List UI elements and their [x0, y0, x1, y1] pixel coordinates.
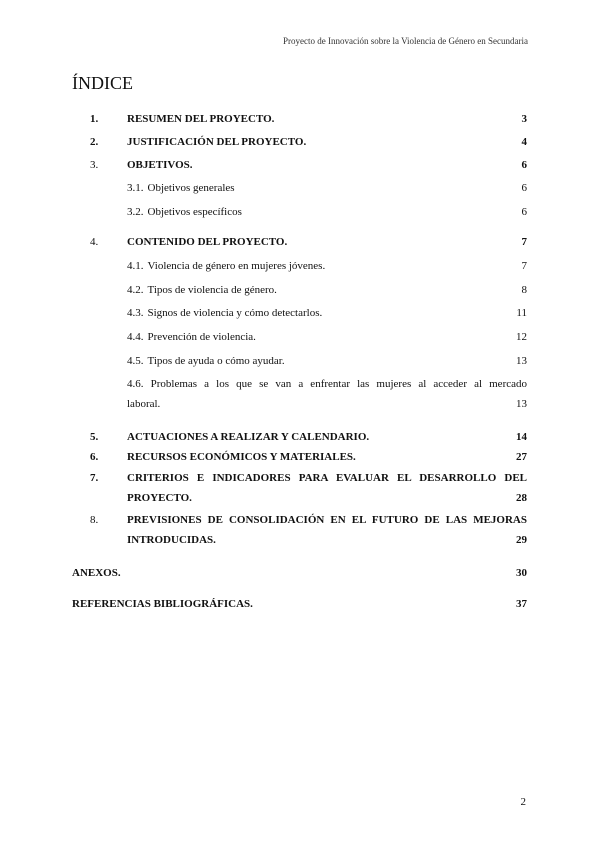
toc-label: CRITERIOS E INDICADORES PARA EVALUAR EL DESARROLLO DEL	[127, 472, 527, 484]
toc-page: 6	[521, 159, 527, 171]
toc-page: 6	[521, 206, 527, 218]
toc-label-cont: laboral.	[127, 398, 161, 410]
page-title: ÍNDICE	[72, 73, 133, 93]
toc-item-anexos[interactable]	[72, 567, 527, 579]
toc-item-4-4[interactable]	[72, 331, 527, 343]
toc-item-4-2[interactable]	[72, 284, 527, 296]
toc-number: 3.	[90, 159, 99, 171]
toc-label: Tipos de violencia de género.	[147, 284, 277, 296]
toc-item-4-5[interactable]	[72, 355, 527, 367]
toc-item-3-1[interactable]	[72, 182, 527, 194]
toc-number: 1.	[90, 113, 99, 125]
toc-page: 3	[521, 113, 527, 125]
toc-item-references[interactable]	[72, 598, 527, 610]
toc-page: 14	[516, 431, 527, 443]
toc-item-6[interactable]	[72, 451, 527, 463]
toc-number: 4.1.	[127, 260, 144, 272]
toc-label: Problemas a los que se van a enfrentar las mujeres al acceder al mercado	[150, 378, 527, 390]
toc-label: JUSTIFICACIÓN DEL PROYECTO.	[127, 136, 307, 148]
toc-page: 7	[521, 236, 527, 248]
toc-page: 13	[516, 398, 527, 410]
toc-item-3-2[interactable]	[72, 206, 527, 218]
toc-label: Prevención de violencia.	[147, 331, 256, 343]
toc-number: 3.1.	[127, 182, 144, 194]
toc-item-4-6[interactable]	[127, 378, 527, 410]
page-number: 2	[520, 796, 526, 808]
toc-number: 8.	[90, 514, 99, 526]
toc-number: 6.	[90, 451, 99, 463]
toc-number: 4.4.	[127, 331, 144, 343]
toc-page: 4	[521, 136, 527, 148]
toc-number: 5.	[90, 431, 99, 443]
toc-item-5[interactable]	[72, 431, 527, 443]
toc-label: RESUMEN DEL PROYECTO.	[127, 113, 275, 125]
toc-label: REFERENCIAS BIBLIOGRÁFICAS.	[72, 598, 253, 610]
toc-label: CONTENIDO DEL PROYECTO.	[127, 236, 288, 248]
toc-item-1[interactable]	[72, 113, 527, 125]
toc-number: 4.3.	[127, 307, 144, 319]
toc-item-4[interactable]	[72, 236, 527, 248]
toc-label: OBJETIVOS.	[127, 159, 193, 171]
running-header: Proyecto de Innovación sobre la Violencia de Género en Secundaria	[283, 36, 528, 46]
toc-page: 27	[516, 451, 527, 463]
toc-page: 13	[516, 355, 527, 367]
toc-item-3[interactable]	[72, 159, 527, 171]
toc-page: 6	[521, 182, 527, 194]
toc-label: Signos de violencia y cómo detectarlos.	[147, 307, 323, 319]
toc-item-8[interactable]	[90, 514, 527, 546]
toc-number: 3.2.	[127, 206, 144, 218]
toc-label: Objetivos específicos	[147, 206, 242, 218]
toc-number: 4.	[90, 236, 99, 248]
toc-number: 4.2.	[127, 284, 144, 296]
toc-label: ANEXOS.	[72, 567, 121, 579]
toc-page: 8	[521, 284, 527, 296]
toc-number: 2.	[90, 136, 99, 148]
toc-page: 12	[516, 331, 527, 343]
toc-page: 11	[516, 307, 527, 319]
toc-label: Tipos de ayuda o cómo ayudar.	[147, 355, 285, 367]
toc-item-2[interactable]	[72, 136, 527, 148]
toc-number: 4.5.	[127, 355, 144, 367]
toc-page: 37	[516, 598, 527, 610]
toc-number: 7.	[90, 472, 99, 484]
toc-item-7[interactable]	[90, 472, 527, 504]
toc-number: 4.6.	[127, 378, 144, 390]
toc-item-4-3[interactable]	[72, 307, 527, 319]
toc-item-4-1[interactable]	[72, 260, 527, 272]
toc-label: PREVISIONES DE CONSOLIDACIÓN EN EL FUTURO DE LAS MEJORAS	[127, 514, 527, 526]
toc-label-cont: INTRODUCIDAS.	[127, 534, 216, 546]
toc-page: 7	[521, 260, 527, 272]
toc-page: 28	[516, 492, 527, 504]
toc-label: Objetivos generales	[147, 182, 235, 194]
toc-label: ACTUACIONES A REALIZAR Y CALENDARIO.	[127, 431, 370, 443]
toc-page: 29	[516, 534, 527, 546]
toc-label: RECURSOS ECONÓMICOS Y MATERIALES.	[127, 451, 356, 463]
toc-label-cont: PROYECTO.	[127, 492, 192, 504]
toc-label: Violencia de género en mujeres jóvenes.	[147, 260, 326, 272]
toc-page: 30	[516, 567, 527, 579]
